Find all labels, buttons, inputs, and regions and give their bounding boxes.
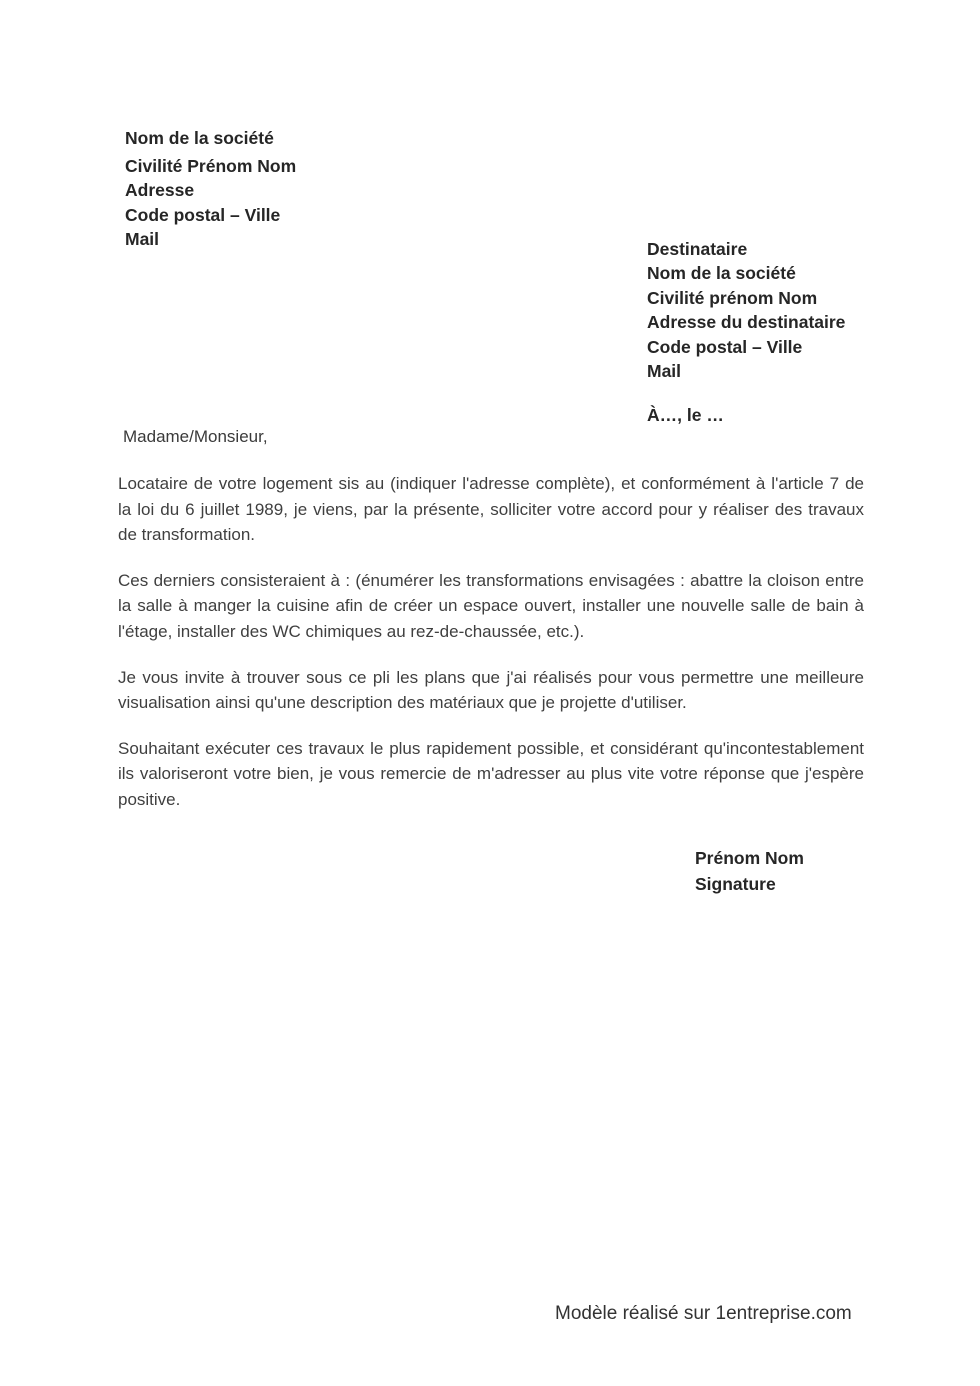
recipient-company: Nom de la société xyxy=(647,263,796,284)
paragraph-enclosed-plans: Je vous invite à trouver sous ce pli les plans que j'ai réalisés pour vous permettre une meilleure visualisation ainsi qu'une description des matériaux que je projette d'utiliser. xyxy=(118,667,864,713)
recipient-address-block xyxy=(647,237,845,383)
salutation: Madame/Monsieur, xyxy=(123,427,268,446)
recipient-postal-city: Code postal – Ville xyxy=(647,336,803,357)
sender-address-block xyxy=(125,126,296,252)
sender-mail: Mail xyxy=(125,229,160,250)
signature-name: Prénom Nom xyxy=(695,848,804,868)
footer-credit: Modèle réalisé sur 1entreprise.com xyxy=(555,1303,852,1324)
signature-block xyxy=(695,845,804,897)
recipient-name: Civilité prénom Nom xyxy=(647,287,818,308)
paragraph-tenancy-request: Locataire de votre logement sis au (indiquer l'adresse complète), et conformément à l'article 7 de la loi du 6 juillet 1989, je viens, par la présente, solliciter votre accord pour y réaliser des travaux de transformation. xyxy=(118,474,864,545)
paragraph-closing-request: Souhaitant exécuter ces travaux le plus rapidement possible, et considérant qu'incontestablement ils valoriseront votre bien, je vous remercie de m'adresser au plus vite votre réponse que j'espère positive. xyxy=(118,738,864,809)
recipient-mail: Mail xyxy=(647,361,682,382)
recipient-label: Destinataire xyxy=(647,239,748,259)
recipient-street: Adresse du destinataire xyxy=(647,312,846,333)
sender-name: Civilité Prénom Nom xyxy=(125,155,297,176)
letter-body xyxy=(118,471,864,833)
place-date-line: À…, le … xyxy=(647,405,724,425)
sender-postal-city: Code postal – Ville xyxy=(125,204,281,225)
paragraph-works-description: Ces derniers consisteraient à : (énumérer les transformations envisagées : abattre la cloison entre la salle à manger la cuisine afin de créer un espace ouvert, installer une nouvelle salle de bain à l'étage, installer des WC chimiques au rez-de-chaussée, etc.). xyxy=(118,570,864,641)
sender-street: Adresse xyxy=(125,180,195,201)
signature-label: Signature xyxy=(695,874,776,894)
sender-company: Nom de la société xyxy=(125,128,274,148)
